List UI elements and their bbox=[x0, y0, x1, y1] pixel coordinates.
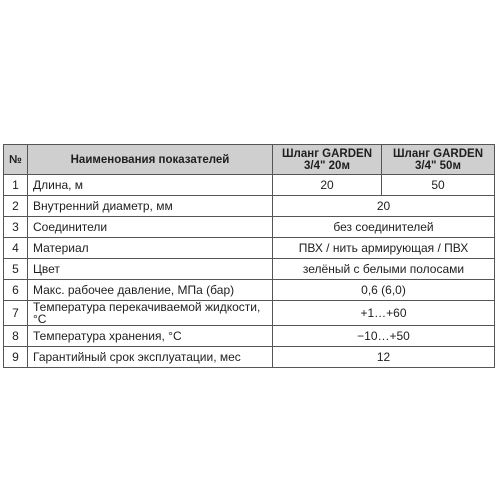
row-value-50m: 50 bbox=[382, 175, 495, 196]
row-number: 5 bbox=[4, 259, 28, 280]
row-number: 4 bbox=[4, 238, 28, 259]
header-parameter-name: Наименования показателей bbox=[28, 145, 273, 175]
header-product-20m-line2: 3/4" 20м bbox=[304, 159, 350, 172]
row-parameter-name: Температура хранения, °C bbox=[28, 326, 273, 347]
row-value-shared: 0,6 (6,0) bbox=[273, 280, 495, 301]
row-number: 2 bbox=[4, 196, 28, 217]
table-row bbox=[4, 196, 495, 217]
row-parameter-name: Длина, м bbox=[28, 175, 273, 196]
row-value-shared: 20 bbox=[273, 196, 495, 217]
row-parameter-name: Гарантийный срок эксплуатации, мес bbox=[28, 347, 273, 368]
table-row bbox=[4, 280, 495, 301]
row-number: 9 bbox=[4, 347, 28, 368]
row-parameter-name: Цвет bbox=[28, 259, 273, 280]
row-value-shared: −10…+50 bbox=[273, 326, 495, 347]
row-parameter-name: Внутренний диаметр, мм bbox=[28, 196, 273, 217]
row-number: 3 bbox=[4, 217, 28, 238]
row-value-shared: зелёный с белыми полосами bbox=[273, 259, 495, 280]
row-value-20m: 20 bbox=[273, 175, 382, 196]
header-product-20m bbox=[273, 145, 382, 175]
table-row bbox=[4, 326, 495, 347]
row-number: 1 bbox=[4, 175, 28, 196]
header-number: № bbox=[4, 145, 28, 175]
table-header-row bbox=[4, 145, 495, 175]
row-parameter-name: Температура перекачиваемой жидкости, °C bbox=[28, 301, 273, 326]
table-row bbox=[4, 259, 495, 280]
row-number: 6 bbox=[4, 280, 28, 301]
row-parameter-name: Соединители bbox=[28, 217, 273, 238]
header-product-50m-line1: Шланг GARDEN bbox=[392, 147, 484, 160]
table-row bbox=[4, 175, 495, 196]
row-value-shared: +1…+60 bbox=[273, 301, 495, 326]
specifications-table bbox=[3, 144, 495, 368]
row-parameter-name: Материал bbox=[28, 238, 273, 259]
table-row bbox=[4, 347, 495, 368]
row-number: 8 bbox=[4, 326, 28, 347]
header-product-50m bbox=[382, 145, 495, 175]
row-value-shared: без соединителей bbox=[273, 217, 495, 238]
row-value-shared: ПВХ / нить армирующая / ПВХ bbox=[273, 238, 495, 259]
header-product-50m-line2: 3/4" 50м bbox=[415, 159, 461, 172]
table-row bbox=[4, 217, 495, 238]
table-row bbox=[4, 238, 495, 259]
row-parameter-name: Макс. рабочее давление, МПа (бар) bbox=[28, 280, 273, 301]
table-row bbox=[4, 301, 495, 326]
header-product-20m-line1: Шланг GARDEN bbox=[281, 147, 373, 160]
row-value-shared: 12 bbox=[273, 347, 495, 368]
row-number: 7 bbox=[4, 301, 28, 326]
